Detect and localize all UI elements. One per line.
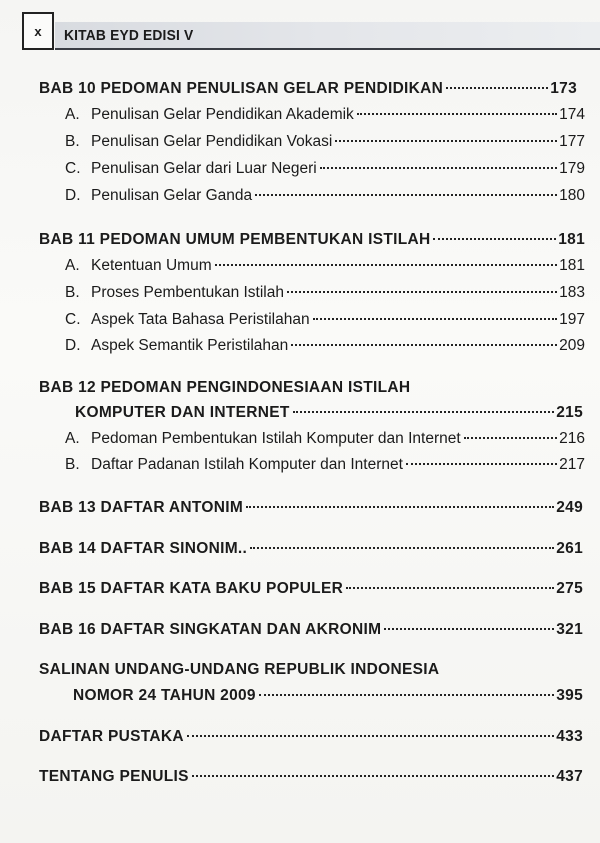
toc-title: Penulisan Gelar Ganda [91, 187, 253, 204]
toc-letter: C. [65, 160, 81, 177]
page-number: x [34, 23, 42, 39]
toc-page: 174 [559, 106, 585, 123]
dot-leader [246, 506, 554, 508]
running-header [0, 10, 600, 54]
toc-letter: A. [65, 257, 80, 274]
toc-page: 275 [556, 580, 583, 597]
toc-page: 249 [556, 499, 583, 516]
page-number-box [22, 12, 54, 50]
toc-letter: D. [65, 187, 81, 204]
toc-page: 216 [559, 430, 585, 447]
book-title: KITAB EYD EDISI V [64, 27, 194, 44]
dot-leader [464, 437, 557, 439]
dot-leader [291, 344, 557, 346]
toc-title: BAB 15 DAFTAR KATA BAKU POPULER [39, 580, 344, 597]
dot-leader [259, 694, 554, 696]
dot-leader [346, 587, 554, 589]
toc-page: 209 [559, 337, 585, 354]
toc-title: TENTANG PENULIS [39, 768, 189, 785]
toc-page: 177 [559, 133, 585, 150]
toc-title: BAB 11 PEDOMAN UMUM PEMBENTUKAN ISTILAH [39, 231, 431, 248]
toc-page: 181 [558, 231, 585, 248]
toc-entry-bab-12-a[interactable] [65, 430, 585, 448]
toc-page: 179 [559, 160, 585, 177]
dot-leader [433, 238, 556, 240]
toc-entry-salinan[interactable] [73, 687, 583, 705]
dot-leader [313, 318, 558, 320]
toc-letter: B. [65, 456, 80, 473]
dot-leader [255, 194, 557, 196]
toc-entry-bab-11-a[interactable] [65, 257, 585, 275]
toc-letter: A. [65, 430, 80, 447]
toc-entry-bab-11-d[interactable] [65, 337, 585, 355]
toc-page: 183 [559, 284, 585, 301]
toc-page: 197 [559, 311, 585, 328]
toc-entry-bab-16[interactable] [39, 621, 583, 639]
toc-title: NOMOR 24 TAHUN 2009 [73, 687, 256, 704]
dot-leader [446, 87, 548, 89]
toc-page: 321 [556, 621, 583, 638]
toc-letter: B. [65, 284, 80, 301]
toc-page: 181 [559, 257, 585, 274]
toc-entry-bab-10[interactable] [39, 80, 577, 98]
toc-entry-bab-13[interactable] [39, 499, 583, 517]
dot-leader [293, 411, 555, 413]
toc-letter: B. [65, 133, 80, 150]
dot-leader [335, 140, 557, 142]
toc-entry-bab-11[interactable] [39, 231, 585, 249]
toc-entry-bab-15[interactable] [39, 580, 583, 598]
dot-leader [406, 463, 557, 465]
dot-leader [320, 167, 557, 169]
toc-entry-bab-10-c[interactable] [65, 160, 585, 178]
dot-leader [192, 775, 554, 777]
toc-title: BAB 16 DAFTAR SINGKATAN DAN AKRONIM [39, 621, 382, 638]
toc-entry-salinan-line1[interactable]: SALINAN UNDANG-UNDANG REPUBLIK INDONESIA [39, 661, 440, 678]
toc-title: Ketentuan Umum [91, 257, 212, 274]
header-rule [55, 48, 600, 50]
toc-title: DAFTAR PUSTAKA [39, 728, 184, 745]
toc-page: 395 [556, 687, 583, 704]
dot-leader [357, 113, 557, 115]
toc-page: 437 [556, 768, 583, 785]
toc-entry-bab-12-b[interactable] [65, 456, 585, 474]
toc-title: Penulisan Gelar Pendidikan Vokasi [91, 133, 333, 150]
toc-title: Proses Pembentukan Istilah [91, 284, 284, 301]
toc-page: 180 [559, 187, 585, 204]
toc-entry-bab-10-b[interactable] [65, 133, 585, 151]
toc-entry-tentang-penulis[interactable] [39, 768, 583, 786]
dot-leader [215, 264, 558, 266]
toc-title: Aspek Tata Bahasa Peristilahan [91, 311, 310, 328]
dot-leader [384, 628, 554, 630]
toc-entry-bab-12[interactable] [75, 404, 583, 422]
dot-leader [287, 291, 557, 293]
toc-letter: D. [65, 337, 81, 354]
toc-letter: A. [65, 106, 80, 123]
toc-page: 261 [556, 540, 583, 557]
toc-page: 217 [559, 456, 585, 473]
toc-entry-bab-14[interactable] [39, 540, 583, 558]
toc-title: BAB 14 DAFTAR SINONIM.. [39, 540, 248, 557]
toc-page: 173 [550, 80, 577, 97]
dot-leader [187, 735, 554, 737]
toc-entry-bab-10-a[interactable] [65, 106, 585, 124]
toc-entry-bab-11-b[interactable] [65, 284, 585, 302]
dot-leader [250, 547, 554, 549]
toc-entry-daftar-pustaka[interactable] [39, 728, 583, 746]
toc-title: BAB 10 PEDOMAN PENULISAN GELAR PENDIDIKAN [39, 80, 444, 97]
toc-entry-bab-11-c[interactable] [65, 311, 585, 329]
toc-entry-bab-12-line1[interactable]: BAB 12 PEDOMAN PENGINDONESIAAN ISTILAH [39, 379, 411, 396]
toc-letter: C. [65, 311, 81, 328]
toc-title: Penulisan Gelar Pendidikan Akademik [91, 106, 354, 123]
toc-title: BAB 13 DAFTAR ANTONIM [39, 499, 244, 516]
toc-title: KOMPUTER DAN INTERNET [75, 404, 290, 421]
toc-title: Penulisan Gelar dari Luar Negeri [91, 160, 317, 177]
toc-title: Aspek Semantik Peristilahan [91, 337, 289, 354]
toc-title: Pedoman Pembentukan Istilah Komputer dan Internet [91, 430, 461, 447]
toc-page: 433 [556, 728, 583, 745]
toc-page: 215 [556, 404, 583, 421]
toc-title: Daftar Padanan Istilah Komputer dan Internet [91, 456, 403, 473]
toc-entry-bab-10-d[interactable] [65, 187, 585, 205]
